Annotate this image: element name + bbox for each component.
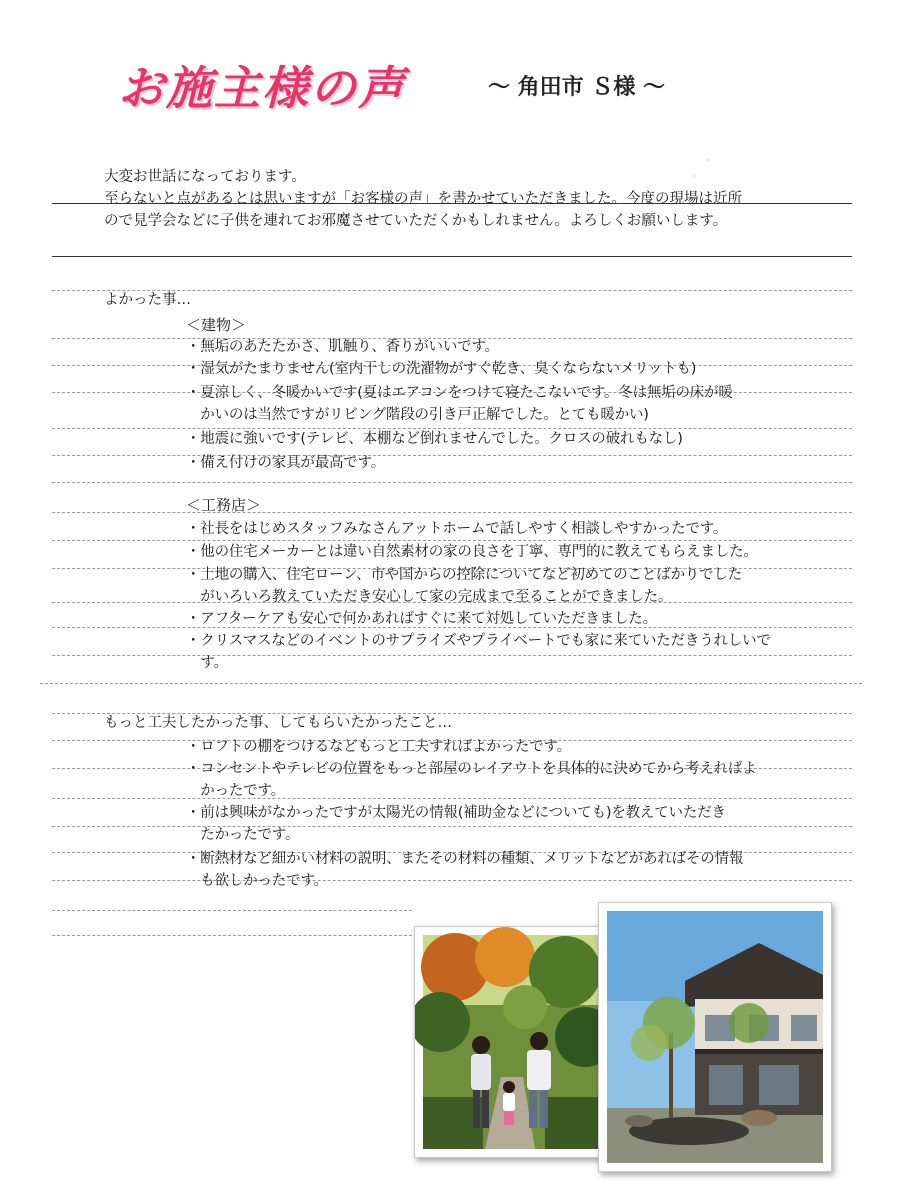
list-item: ・コンセントやテレビの位置をもっと部屋のレイアウトを具体的に決めてから考えればよ [186,761,757,777]
ruled-line [52,655,852,656]
list-item: ・クリスマスなどのイベントのサプライズやプライベートでも家に来ていただきうれしいで [186,633,771,649]
family-photo [414,926,608,1158]
list-item: がいろいろ教えていただき安心して家の完成まで至ることができました。 [186,589,673,605]
page-subtitle: 〜 角田市 Ｓ様 〜 [488,75,665,100]
house-photo [598,902,832,1172]
list-item: ・無垢のあたたかさ、肌触り、香りがいいです。 [186,339,499,355]
list-item: ・アフターケアも安心で何かあればすぐに来て対処していただきました。 [186,611,657,627]
list-item: ・備え付けの家具が最高です。 [186,455,386,471]
list-item: ・地震に強いです(テレビ、本棚など倒れませんでした。クロスの破れもなし) [186,431,683,447]
ruled-line [52,203,852,204]
ruled-line [52,910,412,911]
list-item: かったです。 [186,783,285,799]
category-building: ＜建物＞ [186,316,247,334]
page-title: お施主様の声 [118,61,406,115]
list-item: ・土地の購入、住宅ローン、市や国からの控除についてなど初めてのことばかりでした [186,567,742,583]
list-item: ・夏涼しく、冬暖かいです(夏はエアコンをつけて寝たこないです。冬は無垢の床が暖 [186,385,733,401]
ruled-line [52,455,852,456]
ruled-line [52,826,852,827]
greeting-line: ので見学会などに子供を連れてお邪魔させていただくかもしれません。よろしくお願いします。 [104,213,728,229]
list-item: ・前は興味がなかったですが太陽光の情報(補助金などについても)を教えていただき [186,805,726,821]
list-item: ・他の住宅メーカーとは違い自然素材の家の良さを丁寧、専門的に教えてもらえました。 [186,544,758,560]
list-item: ・社長をはじめスタッフみなさんアットホームで話しやすく相談しやすかったです。 [186,521,728,537]
ruled-line [40,683,862,684]
scan-speck: · [706,156,709,165]
ruled-line [52,798,852,799]
ruled-line [52,880,852,881]
section-heading-good: よかった事… [104,292,191,308]
ruled-line [52,512,852,513]
list-item: も欲しかったです。 [186,873,328,889]
list-item: ・ロフトの棚をつけるなどもっと工夫すればよかったです。 [186,739,571,755]
greeting-line: 大変お世話になっております。 [104,169,306,185]
list-item: たかったです。 [186,827,300,843]
list-item: ・湿気がたまりません(室内干しの洗濯物がすぐ乾き、臭くならないメリットも) [186,361,697,377]
ruled-line [52,256,852,257]
list-item: す。 [186,655,228,671]
section-heading-improve: もっと工夫したかった事、してもらいたかったこと… [104,715,452,731]
list-item: かいのは当然ですがリビング階段の引き戸正解でした。とても暖かい) [186,407,649,423]
list-item: ・断熱材など細かい材料の説明、またその材料の種類、メリットなどがあればその情報 [186,851,744,867]
category-builder: ＜工務店＞ [186,496,262,514]
scan-speck: · [693,172,696,181]
ruled-line [52,935,412,936]
greeting-line: 至らないと点があるとは思いますが「お客様の声」を書かせていただきました。今度の現場は近所 [104,191,742,207]
ruled-line [52,482,852,483]
